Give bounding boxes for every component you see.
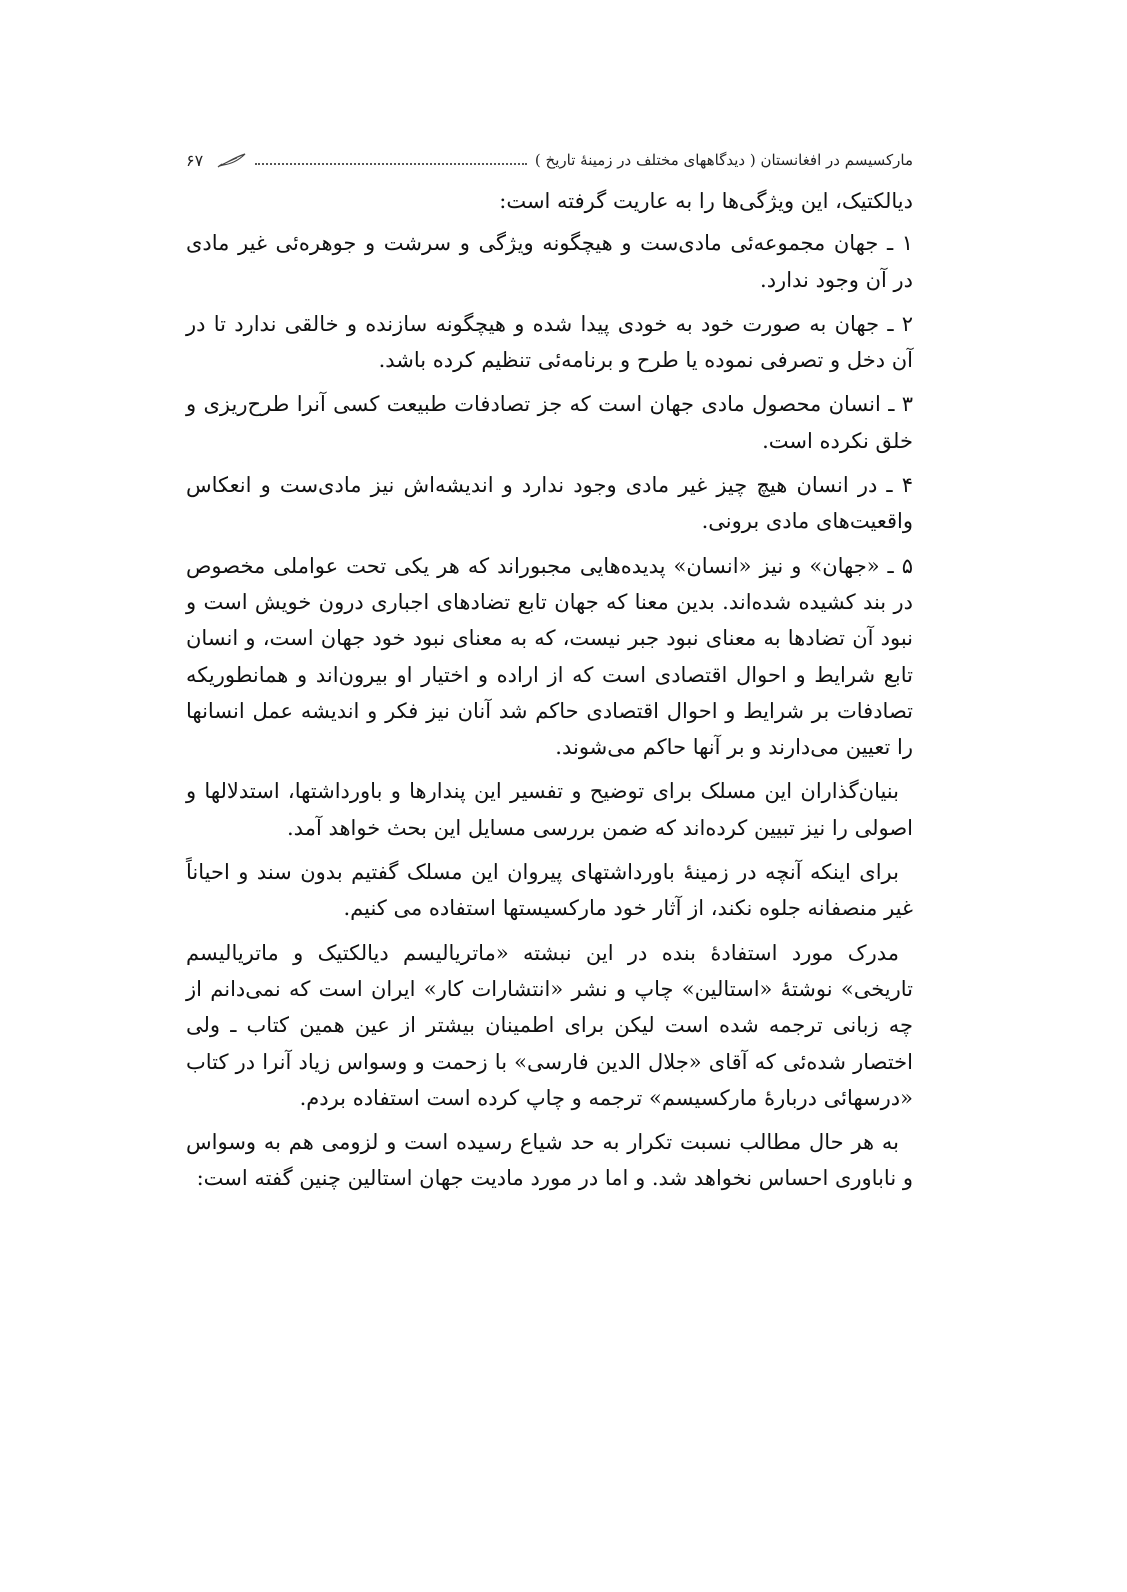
numbered-item: ۵ ـ «جهان» و نیز «انسان» پدیده‌هایی مجبوراند که هر یکی تحت عواملی مخصوص در بند کشیده شده‌اند. بدین معنا که جهان تابع تضادهای اجباری درون خویش است و نبود آن تضادها به معنای نبود جبر نیست، که به معنای نبود خود جهان است، و انسان تابع شرایط و احوال اقتصادی است که از اراده و اختیار او بیرون‌اند و همانطوریکه تصادفات بر شرایط و احوال اقتصادی حاکم شد آنان نیز فکر و اندیشه عمل انسانها را تعیین می‌دارند و بر آنها حاکم می‌شوند. — [186, 553, 913, 760]
quill-pen-icon — [217, 152, 247, 168]
running-header-title: مارکسیسم در افغانستان ( دیدگاههای مختلف در زمینۀ تاریخ ) — [534, 151, 913, 169]
body-text — [186, 183, 913, 1205]
page-number: ۶۷ — [186, 150, 204, 170]
running-header — [186, 146, 913, 174]
dotted-leader — [255, 163, 527, 165]
numbered-item: ۲ ـ جهان به صورت خود به خودی پیدا شده و هیچگونه سازنده و خالقی ندارد تا در آن دخل و تصرفی نموده یا طرح و برنامه‌ئی تنظیم کرده باشد. — [186, 311, 913, 373]
paragraph: دیالکتیک، این ویژگی‌ها را به عاریت گرفته است: — [499, 189, 913, 213]
paragraph: مدرک مورد استفادۀ بنده در این نبشته «ماتریالیسم دیالکتیک و ماتریالیسم تاریخی» نوشتۀ «استالین» چاپ و نشر «انتشارات کار» ایران است که نمی‌دانم از چه زبانی ترجمه شده است لیکن برای اطمینان بیشتر از عین همین کتاب ـ ولی اختصار شده‌ئی که آقای «جلال الدین فارسی» با زحمت و وسواس زیاد آنرا در کتاب «درسهائی دربارۀ مارکسیسم» ترجمه و چاپ کرده است استفاده بردم. — [186, 940, 913, 1110]
paragraph: برای اینکه آنچه در زمینۀ باورداشتهای پیروان این مسلک گفتیم بدون سند و احیاناً غیر منصفانه جلوه نکند، از آثار خود مارکسیستها استفاده می کنیم. — [186, 860, 913, 921]
numbered-item: ۱ ـ جهان مجموعه‌ئی مادی‌ست و هیچگونه ویژگی و سرشت و جوهره‌ئی غیر مادی در آن وجود ندارد. — [186, 231, 913, 292]
numbered-item: ۴ ـ در انسان هیچ چیز غیر مادی وجود ندارد و اندیشه‌اش نیز مادی‌ست و انعکاس واقعیت‌های مادی برونی. — [186, 473, 913, 534]
paragraph: به هر حال مطالب نسبت تکرار به حد شیاع رسیده است و لزومی هم به وسواس و ناباوری احساس نخواهد شد. و اما در مورد مادیت جهان استالین چنین گفته است: — [186, 1130, 913, 1191]
numbered-item: ۳ ـ انسان محصول مادی جهان است که جز تصادفات طبیعت کسی آنرا طرح‌ریزی و خلق نکرده است. — [186, 392, 913, 453]
paragraph: بنیان‌گذاران این مسلک برای توضیح و تفسیر این پندارها و باورداشتها، استدلالها و اصولی را نیز تبیین کرده‌اند که ضمن بررسی مسایل این بحث خواهد آمد. — [186, 779, 913, 840]
